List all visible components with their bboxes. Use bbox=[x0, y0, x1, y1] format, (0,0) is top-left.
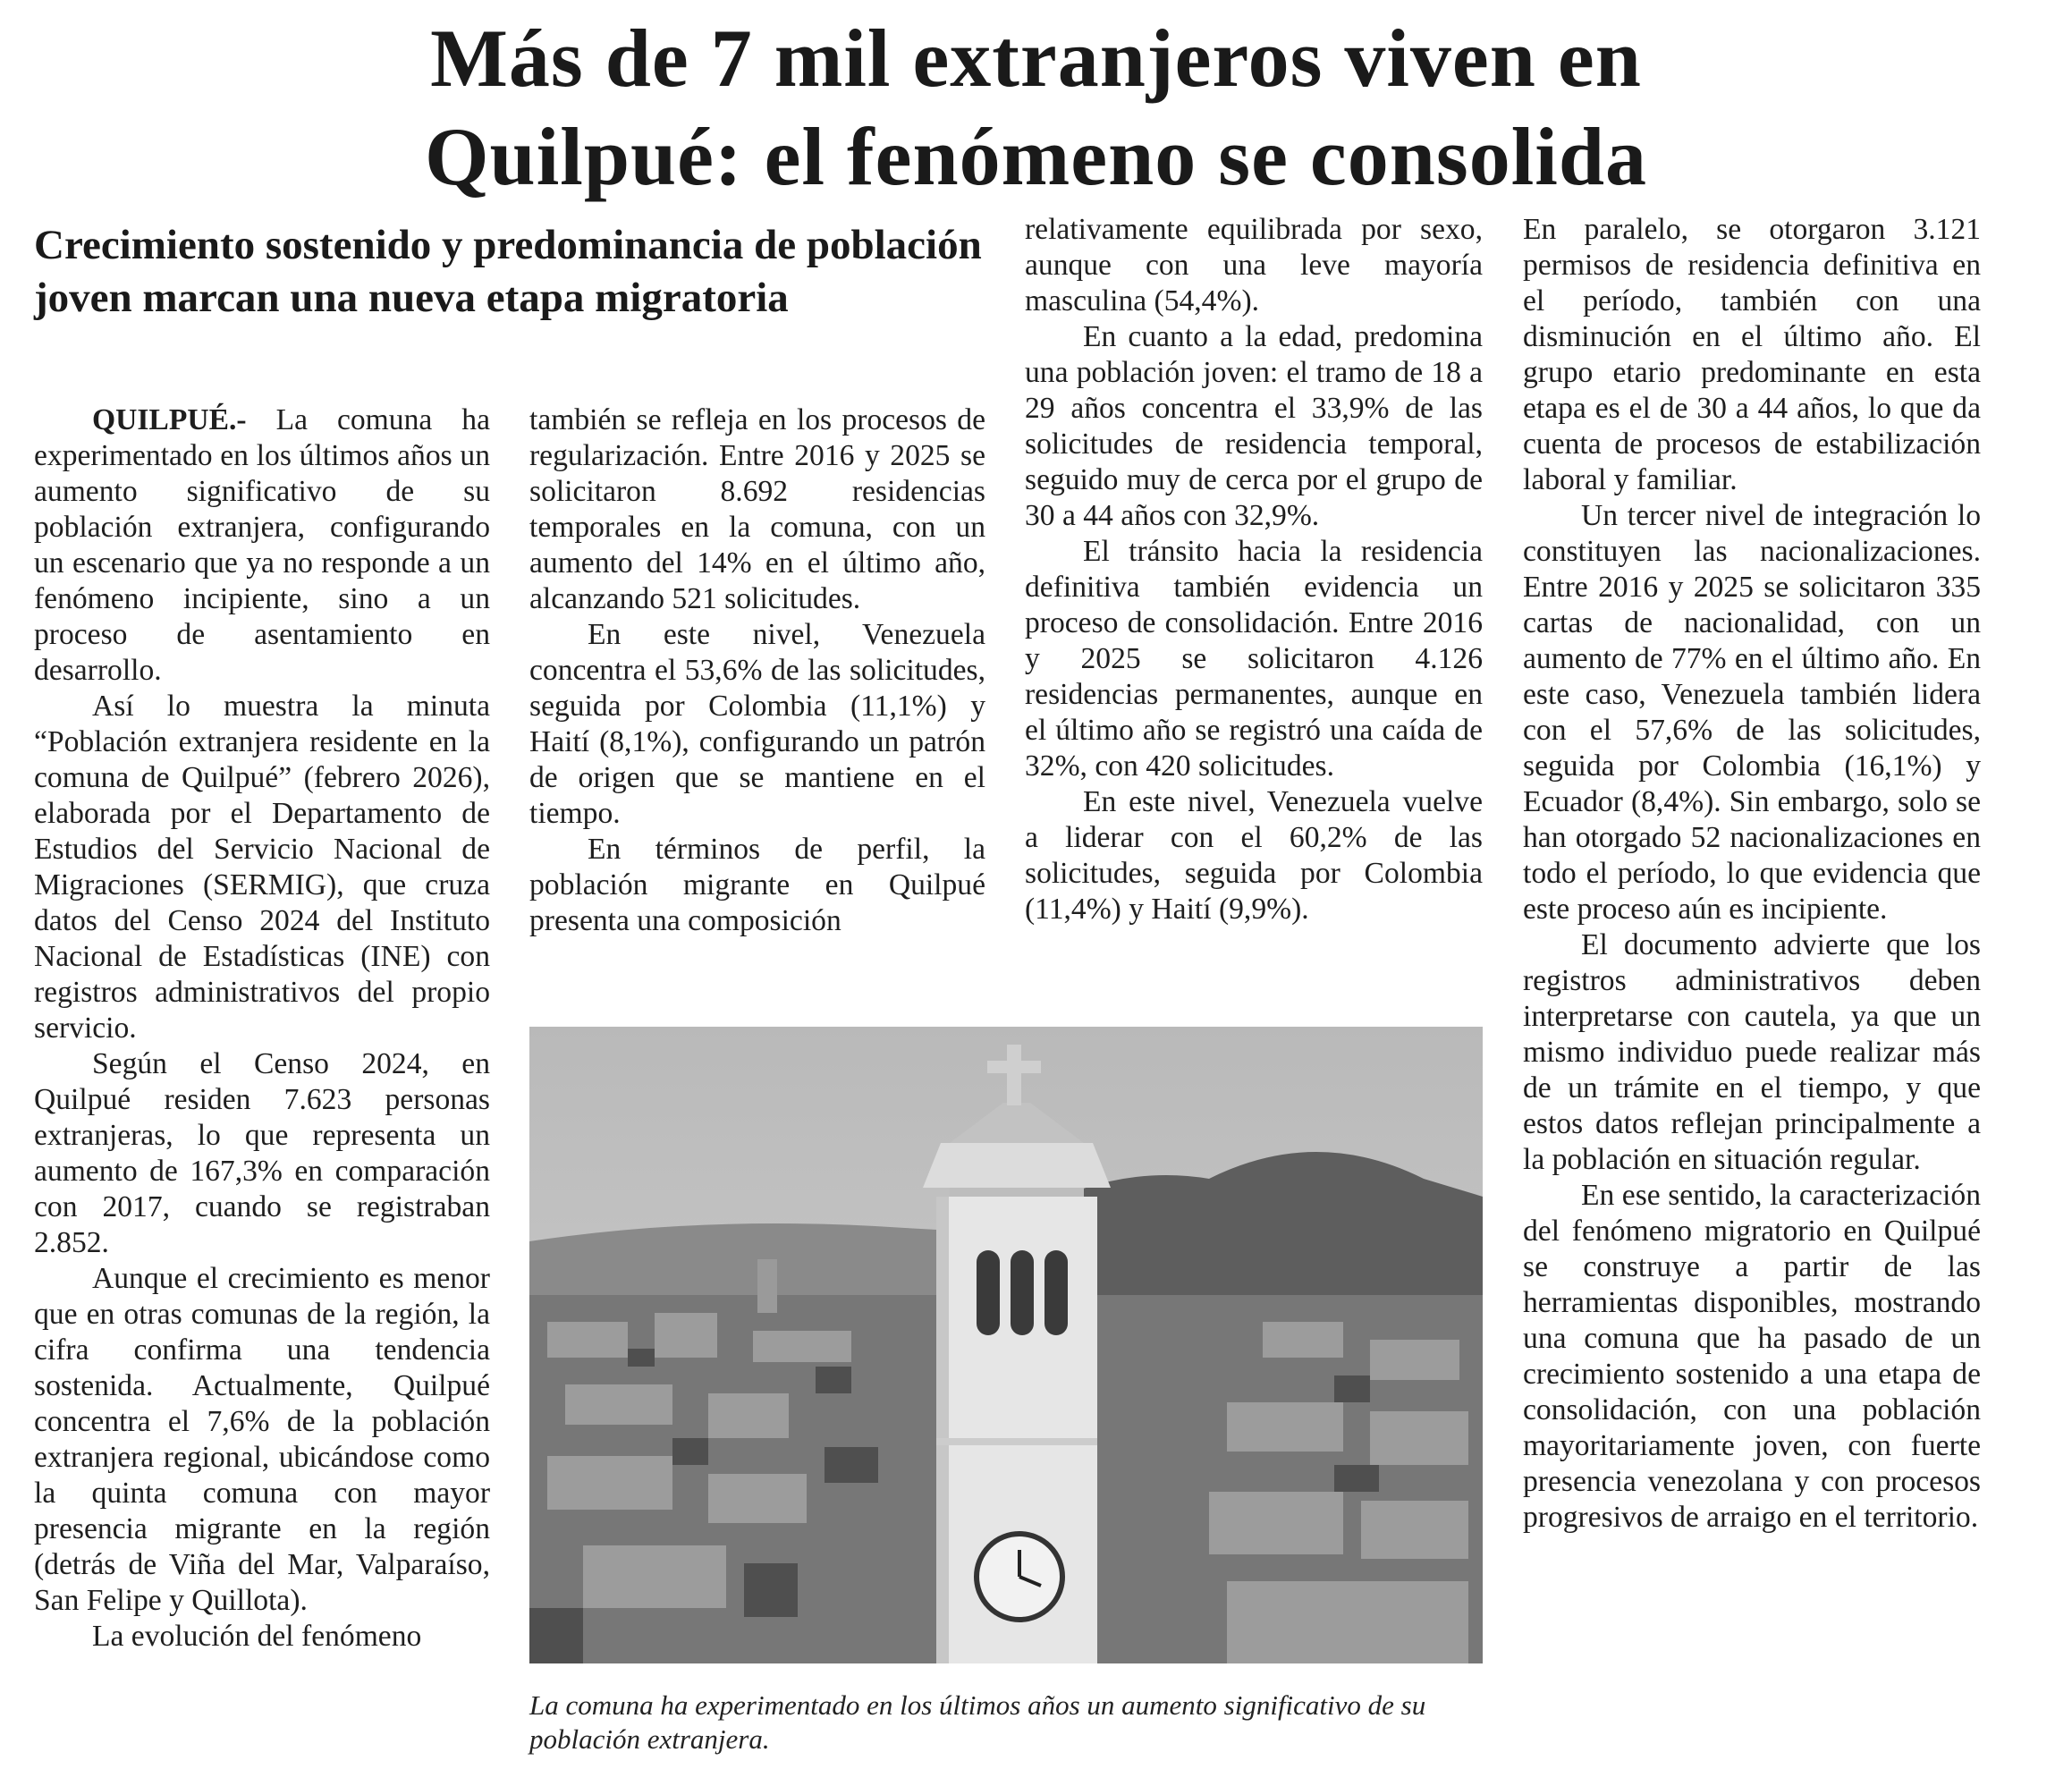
body-paragraph-start: La evolución del fenómeno bbox=[92, 1620, 422, 1653]
body-paragraph: Aunque el crecimiento es menor que en otras comunas de la región, la cifra confirma una tendencia sostenida. Actualmente, Quilpué concentra el 7,6% de la población extranjera regional, ubicándose como la quinta comuna con mayor presencia migrante en la región (detrás de Viña del Mar, Valparaíso, San Felipe y Quillota). bbox=[34, 1262, 490, 1617]
headline-line-1: Más de 7 mil extranjeros viven en bbox=[430, 13, 1642, 104]
church-tower-photo bbox=[529, 1027, 1483, 1663]
body-paragraph: En cuanto a la edad, predomina una población joven: el tramo de 18 a 29 años concentra el 33,9% de las solicitudes de residencia temporal, seguido muy de cerca por el grupo de 30 a 44 años con 32,9%. bbox=[1025, 320, 1483, 532]
body-paragraph: En paralelo, se otorgaron 3.121 permisos de residencia definitiva en el período, también con una disminución en el último año. El grupo etario predominante en esta etapa es el de 30 a 44 años, lo que da cuenta de procesos de estabilización laboral y familiar. bbox=[1523, 213, 1981, 496]
photo-caption: La comuna ha experimentado en los últimos años un aumento significativo de su población extranjera. bbox=[529, 1689, 1426, 1755]
body-paragraph: Según el Censo 2024, en Quilpué residen 7.623 personas extranjeras, lo que representa un aumento de 167,3% en comparación con 2017, cuando se registraban 2.852. bbox=[34, 1047, 490, 1259]
body-paragraph: El tránsito hacia la residencia definitiva también evidencia un proceso de consolidación. Entre 2016 y 2025 se solicitaron 4.126 residencias permanentes, aunque en el último año se registró una caída de 32%, con 420 solicitudes. bbox=[1025, 535, 1483, 783]
headline bbox=[0, 9, 2072, 206]
body-paragraph: Así lo muestra la minuta “Población extranjera residente en la comuna de Quilpué” (febrero 2026), elaborada por el Departamento de Estudios del Servicio Nacional de Migraciones (SERMIG), que cruza datos del Censo 2024 del Instituto Nacional de Estadísticas (INE) con registros administrativos del propio servicio. bbox=[34, 690, 490, 1045]
column-4 bbox=[1523, 212, 1981, 1536]
body-paragraph: En este nivel, Venezuela vuelve a liderar con el 60,2% de las solicitudes, seguida por Colombia (11,4%) y Haití (9,9%). bbox=[1025, 785, 1483, 926]
body-paragraph-continued: también se refleja en los procesos de regularización. Entre 2016 y 2025 se solicitaron 8.692 residencias temporales en la comuna, con un aumento del 14% en el último año, alcanzando 521 solicitudes. bbox=[529, 403, 985, 615]
column-1 bbox=[34, 402, 490, 1655]
headline-line-2: Quilpué: el fenómeno se consolida bbox=[424, 111, 1648, 202]
body-paragraph-continued: relativamente equilibrada por sexo, aunque con una leve mayoría masculina (54,4%). bbox=[1025, 213, 1483, 317]
subheadline: Crecimiento sostenido y predominancia de población joven marcan una nueva etapa migratoria bbox=[34, 222, 982, 321]
dateline: QUILPUÉ.- bbox=[92, 403, 247, 436]
body-paragraph: En este nivel, Venezuela concentra el 53,6% de las solicitudes, seguida por Colombia (11,1%) y Haití (8,1%), configurando un patrón de origen que se mantiene en el tiempo. bbox=[529, 618, 985, 830]
body-paragraph: El documento advierte que los registros administrativos deben interpretarse con cautela, ya que un mismo individuo puede realizar más de un trámite en el tiempo, y que estos datos reflejan principalmente a la población en situación regular. bbox=[1523, 928, 1981, 1176]
body-paragraph: QUILPUÉ.- La comuna ha experimentado en los últimos años un aumento significativo de su población extranjera, configurando un escenario que ya no responde a un fenómeno incipiente, sino a un proceso de asentamiento en desarrollo. bbox=[34, 403, 490, 687]
body-paragraph: Un tercer nivel de integración lo constituyen las nacionalizaciones. Entre 2016 y 2025 se solicitaron 335 cartas de nacionalidad, con un aumento de 77% en el último año. En este caso, Venezuela también lidera con el 57,6% de las solicitudes, seguida por Colombia (16,1%) y Ecuador (8,4%). Sin embargo, solo se han otorgado 52 nacionalizaciones en todo el período, lo que evidencia que este proceso aún es incipiente. bbox=[1523, 499, 1981, 926]
column-2 bbox=[529, 402, 985, 939]
body-paragraph-start: En términos de perfil, la población migrante en Quilpué presenta una composición bbox=[529, 833, 985, 937]
body-paragraph: En ese sentido, la caracterización del fenómeno migratorio en Quilpué se construye a partir de las herramientas disponibles, mostrando una comuna que ha pasado de un crecimiento sostenido a una etapa de consolidación, con una población mayoritariamente joven, con fuerte presencia venezolana y con procesos progresivos de arraigo en el territorio. bbox=[1523, 1179, 1981, 1534]
column-3 bbox=[1025, 212, 1483, 927]
